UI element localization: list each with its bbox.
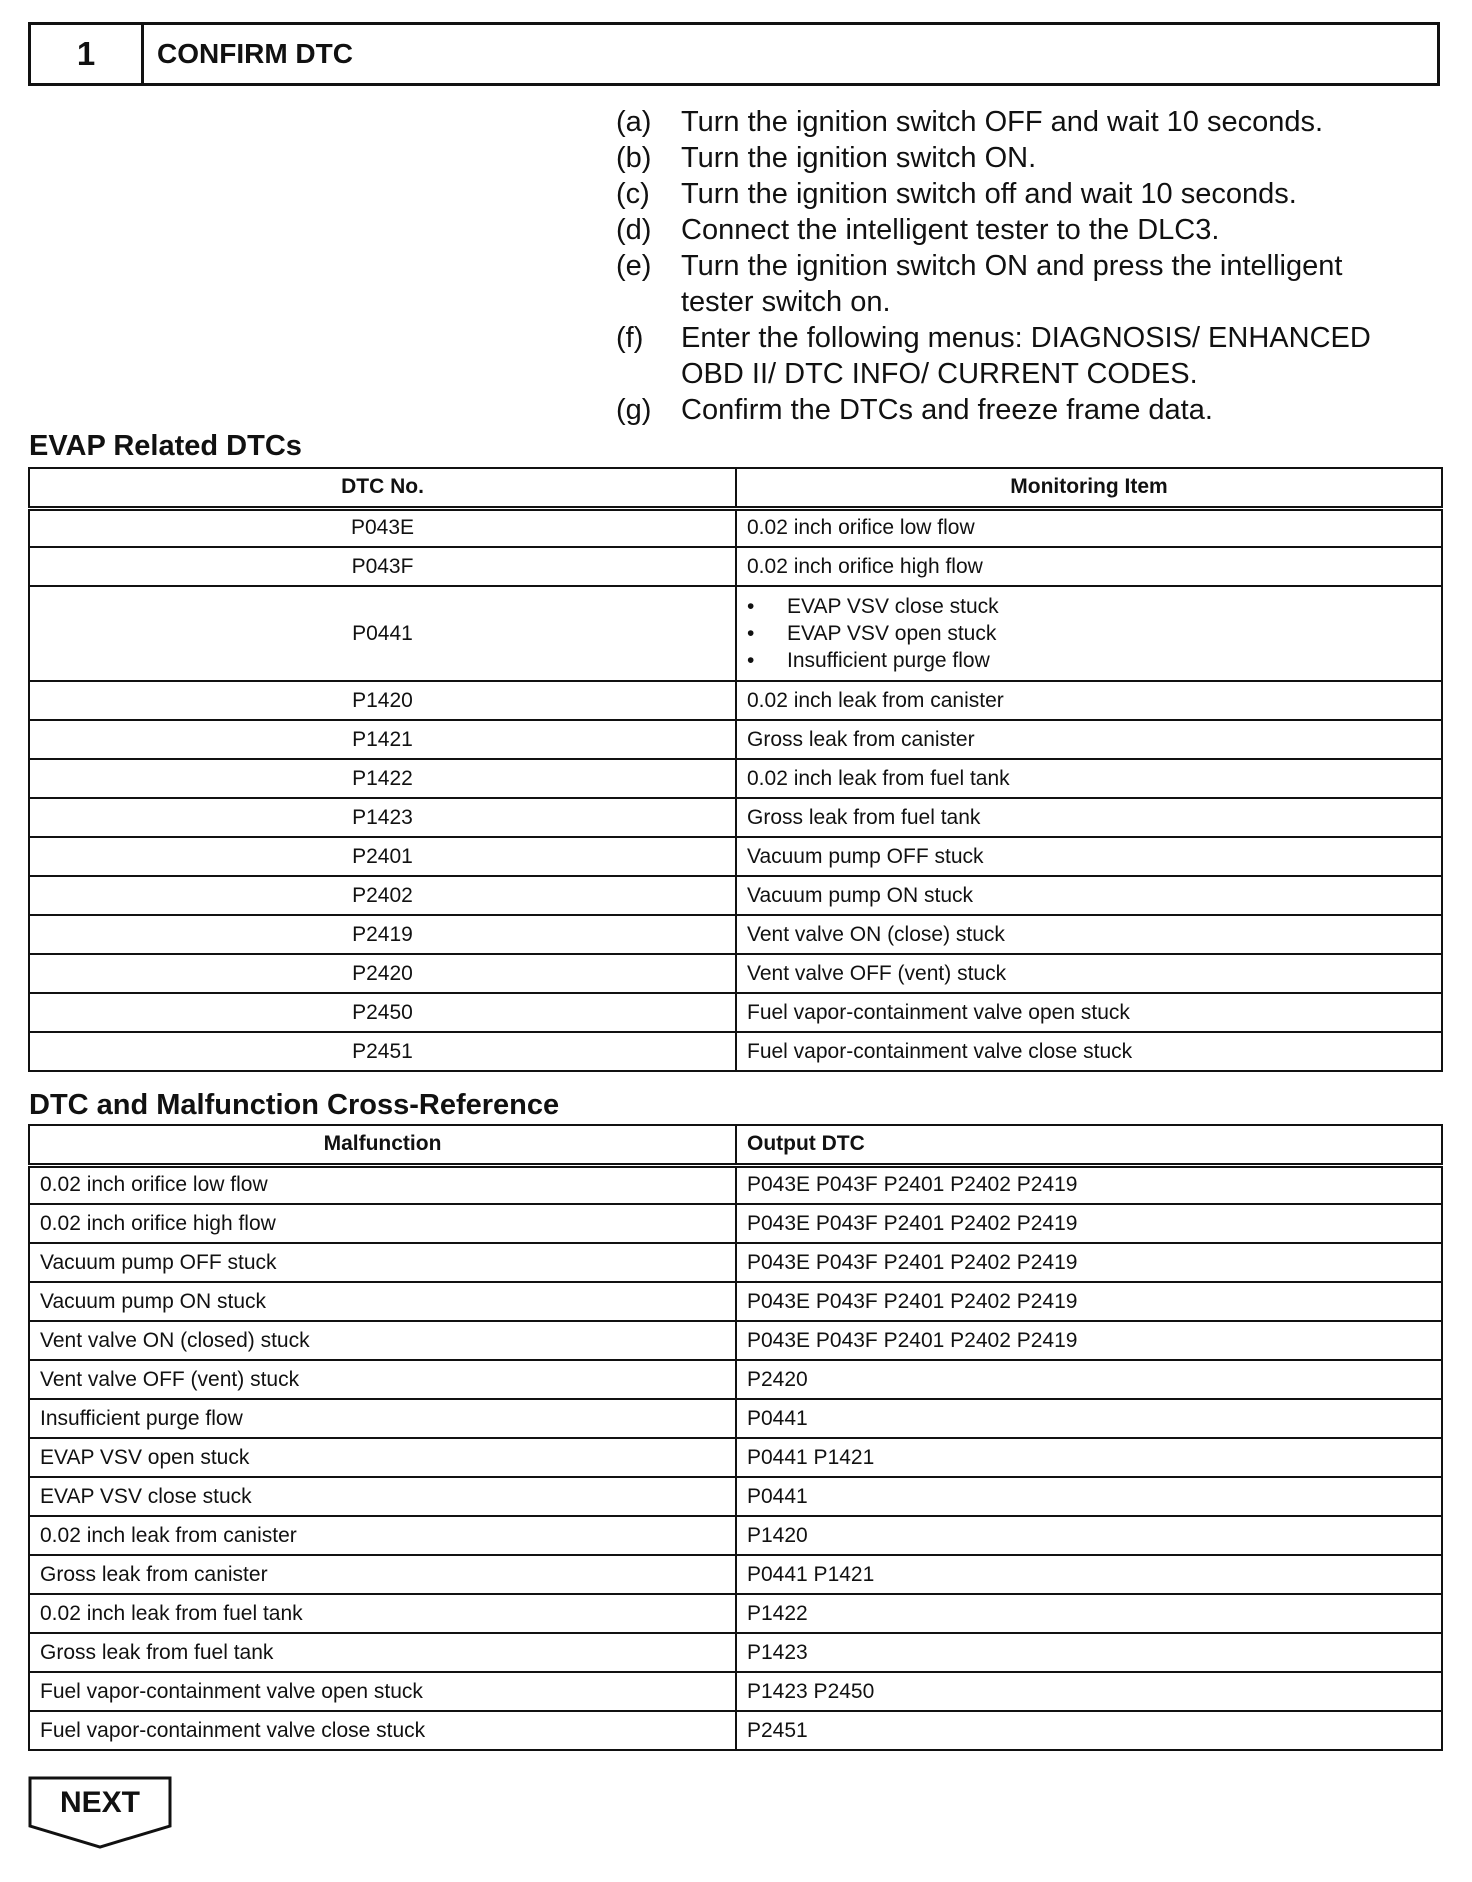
malfunction-cell: Fuel vapor-containment valve open stuck	[29, 1672, 736, 1711]
table-row	[29, 681, 1442, 720]
evap-dtc-table	[28, 467, 1443, 1072]
step-header	[28, 22, 1440, 86]
output-dtc-cell: P2420	[736, 1360, 1442, 1399]
malfunction-cell: Gross leak from canister	[29, 1555, 736, 1594]
table-row	[29, 1165, 1442, 1204]
table-header-row	[29, 1125, 1442, 1165]
table-row	[29, 586, 1442, 681]
table-row	[29, 1243, 1442, 1282]
malfunction-cell: 0.02 inch leak from canister	[29, 1516, 736, 1555]
malfunction-cell: Fuel vapor-containment valve close stuck	[29, 1711, 736, 1750]
table-row	[29, 954, 1442, 993]
table-row	[29, 720, 1442, 759]
monitoring-item-cell: Vent valve ON (close) stuck	[736, 915, 1442, 954]
step-title: CONFIRM DTC	[157, 38, 353, 69]
output-dtc-cell: P2451	[736, 1711, 1442, 1750]
malfunction-cell: Vent valve ON (closed) stuck	[29, 1321, 736, 1360]
monitoring-item-cell: 0.02 inch orifice low flow	[736, 508, 1442, 547]
table-row	[29, 915, 1442, 954]
table-header-row	[29, 468, 1442, 508]
dtc-code-cell: P043F	[29, 547, 736, 586]
step-number: 1	[31, 25, 144, 83]
output-dtc-cell: P0441	[736, 1477, 1442, 1516]
malfunction-cell: 0.02 inch orifice high flow	[29, 1204, 736, 1243]
table-row	[29, 1516, 1442, 1555]
dtc-code-cell: P043E	[29, 508, 736, 547]
list-item	[747, 647, 1431, 674]
output-dtc-cell: P0441 P1421	[736, 1438, 1442, 1477]
instruction-text: Confirm the DTCs and freeze frame data.	[681, 394, 1213, 426]
table-row	[29, 993, 1442, 1032]
instruction-letter: (b)	[616, 142, 652, 174]
output-dtc-cell: P043E P043F P2401 P2402 P2419	[736, 1321, 1442, 1360]
monitoring-item-cell: Gross leak from canister	[736, 720, 1442, 759]
malfunction-cell: Vacuum pump ON stuck	[29, 1282, 736, 1321]
table-row	[29, 837, 1442, 876]
instruction-text: Turn the ignition switch ON and press the intelligent tester switch on.	[681, 250, 1343, 318]
list-item	[747, 593, 1431, 620]
bullet-icon: •	[747, 622, 755, 645]
dtc-code-cell: P1422	[29, 759, 736, 798]
output-dtc-cell: P0441	[736, 1399, 1442, 1438]
table-row	[29, 1594, 1442, 1633]
bullet-icon: •	[747, 649, 755, 672]
instruction-item	[616, 140, 1416, 176]
output-dtc-cell: P0441 P1421	[736, 1555, 1442, 1594]
monitoring-item-list	[747, 587, 1431, 680]
output-dtc-cell: P043E P043F P2401 P2402 P2419	[736, 1243, 1442, 1282]
monitoring-item-cell: Fuel vapor-containment valve open stuck	[736, 993, 1442, 1032]
malfunction-cell: 0.02 inch leak from fuel tank	[29, 1594, 736, 1633]
instruction-item	[616, 176, 1416, 212]
instruction-letter: (d)	[616, 214, 652, 246]
column-header-monitoring-item: Monitoring Item	[736, 468, 1442, 508]
malfunction-cell: Vent valve OFF (vent) stuck	[29, 1360, 736, 1399]
instruction-letter: (c)	[616, 178, 650, 210]
dtc-code-cell: P1420	[29, 681, 736, 720]
monitoring-item-cell: Vacuum pump OFF stuck	[736, 837, 1442, 876]
dtc-code-cell: P2450	[29, 993, 736, 1032]
dtc-code-cell: P1423	[29, 798, 736, 837]
instruction-item	[616, 392, 1416, 428]
monitoring-item-cell: 0.02 inch leak from fuel tank	[736, 759, 1442, 798]
output-dtc-cell: P043E P043F P2401 P2402 P2419	[736, 1165, 1442, 1204]
dtc-code-cell: P1421	[29, 720, 736, 759]
table-row	[29, 1477, 1442, 1516]
table-row	[29, 1399, 1442, 1438]
evap-table-heading: EVAP Related DTCs	[29, 430, 302, 462]
instruction-letter: (f)	[616, 322, 644, 354]
table-row	[29, 1672, 1442, 1711]
monitoring-item-cell: 0.02 inch leak from canister	[736, 681, 1442, 720]
table-row	[29, 508, 1442, 547]
list-item	[747, 620, 1431, 647]
table-row	[29, 1633, 1442, 1672]
table-row	[29, 798, 1442, 837]
malfunction-cell: 0.02 inch orifice low flow	[29, 1165, 736, 1204]
instruction-item	[616, 248, 1416, 320]
monitoring-item-cell: Fuel vapor-containment valve close stuck	[736, 1032, 1442, 1071]
output-dtc-cell: P1420	[736, 1516, 1442, 1555]
column-header-dtc-no: DTC No.	[29, 468, 736, 508]
table-row	[29, 1282, 1442, 1321]
instruction-letter: (g)	[616, 394, 652, 426]
instruction-list	[616, 104, 1416, 428]
dtc-code-cell: P2401	[29, 837, 736, 876]
instruction-letter: (a)	[616, 106, 652, 138]
monitoring-item-list-cell	[736, 586, 1442, 681]
malfunction-cell: Vacuum pump OFF stuck	[29, 1243, 736, 1282]
table-row	[29, 876, 1442, 915]
monitoring-item-cell: 0.02 inch orifice high flow	[736, 547, 1442, 586]
output-dtc-cell: P043E P043F P2401 P2402 P2419	[736, 1282, 1442, 1321]
list-item-text: EVAP VSV close stuck	[787, 595, 999, 618]
table-row	[29, 547, 1442, 586]
next-label: NEXT	[59, 1786, 140, 1819]
table-row	[29, 1360, 1442, 1399]
instruction-item	[616, 104, 1416, 140]
monitoring-item-cell: Vacuum pump ON stuck	[736, 876, 1442, 915]
malfunction-cell: EVAP VSV close stuck	[29, 1477, 736, 1516]
malfunction-cell: Insufficient purge flow	[29, 1399, 736, 1438]
malfunction-cell: Gross leak from fuel tank	[29, 1633, 736, 1672]
output-dtc-cell: P1423 P2450	[736, 1672, 1442, 1711]
instruction-text: Connect the intelligent tester to the DLC3.	[681, 214, 1220, 246]
instruction-text: Turn the ignition switch off and wait 10 seconds.	[681, 178, 1297, 210]
dtc-code-cell: P2402	[29, 876, 736, 915]
instruction-text: Enter the following menus: DIAGNOSIS/ ENHANCED OBD II/ DTC INFO/ CURRENT CODES.	[681, 322, 1371, 390]
instruction-item	[616, 320, 1416, 392]
dtc-code-cell: P0441	[29, 586, 736, 681]
table-row	[29, 1555, 1442, 1594]
table-row	[29, 1321, 1442, 1360]
next-badge[interactable]	[28, 1776, 172, 1850]
cross-reference-table	[28, 1124, 1443, 1751]
column-header-output-dtc: Output DTC	[736, 1125, 1442, 1165]
instruction-text: Turn the ignition switch OFF and wait 10 seconds.	[681, 106, 1324, 138]
list-item-text: Insufficient purge flow	[787, 649, 990, 672]
dtc-code-cell: P2420	[29, 954, 736, 993]
instruction-item	[616, 212, 1416, 248]
output-dtc-cell: P043E P043F P2401 P2402 P2419	[736, 1204, 1442, 1243]
instruction-letter: (e)	[616, 250, 652, 282]
bullet-icon: •	[747, 595, 755, 618]
table-row	[29, 1711, 1442, 1750]
dtc-code-cell: P2419	[29, 915, 736, 954]
monitoring-item-cell: Gross leak from fuel tank	[736, 798, 1442, 837]
list-item-text: EVAP VSV open stuck	[787, 622, 997, 645]
instruction-text: Turn the ignition switch ON.	[681, 142, 1037, 174]
table-row	[29, 1032, 1442, 1071]
dtc-code-cell: P2451	[29, 1032, 736, 1071]
monitoring-item-cell: Vent valve OFF (vent) stuck	[736, 954, 1442, 993]
table-row	[29, 759, 1442, 798]
output-dtc-cell: P1423	[736, 1633, 1442, 1672]
output-dtc-cell: P1422	[736, 1594, 1442, 1633]
malfunction-cell: EVAP VSV open stuck	[29, 1438, 736, 1477]
cross-reference-heading: DTC and Malfunction Cross-Reference	[29, 1089, 560, 1121]
table-row	[29, 1204, 1442, 1243]
table-row	[29, 1438, 1442, 1477]
column-header-malfunction: Malfunction	[29, 1125, 736, 1165]
